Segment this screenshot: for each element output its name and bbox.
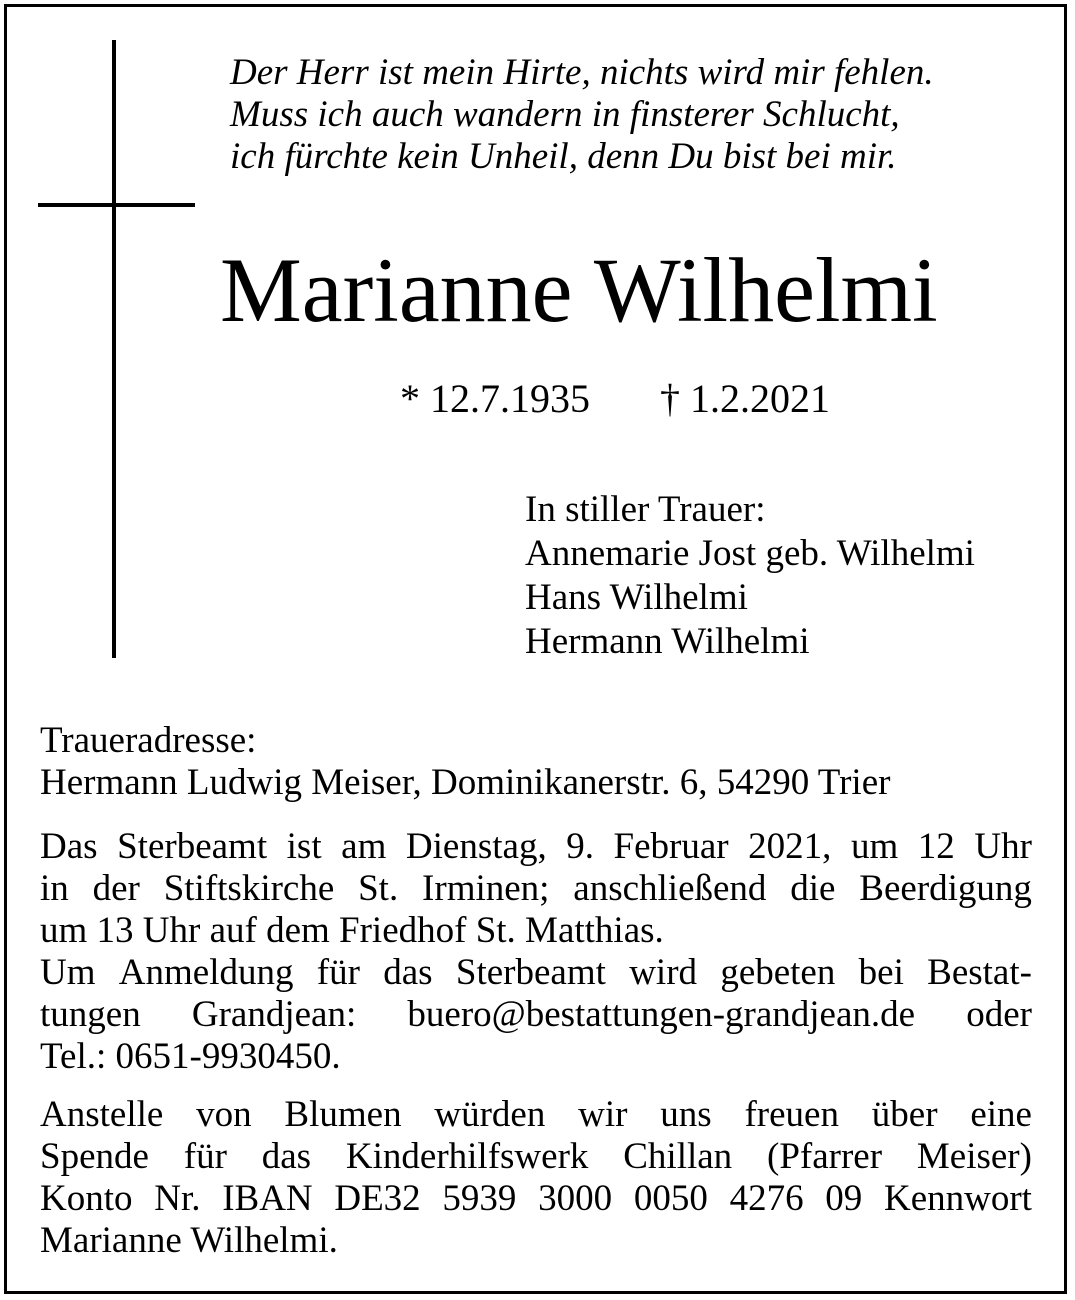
address-value: Hermann Ludwig Meiser, Dominikanerstr. 6, 54290 Trier (40, 762, 891, 803)
word: 09 (825, 1178, 863, 1219)
address-block (40, 720, 1032, 804)
service-line (40, 868, 1032, 910)
death-date: † 1.2.2021 (660, 376, 830, 421)
word: bei (858, 952, 904, 993)
mourner-name: Hermann Wilhelmi (525, 621, 810, 662)
word: Blumen (284, 1094, 402, 1135)
word: Nr. (154, 1178, 201, 1219)
word: Irminen; (422, 868, 550, 909)
service-line (40, 826, 1032, 868)
word: Chillan (623, 1136, 733, 1177)
word: buero@bestattungen-grandjean.de (407, 994, 916, 1035)
word: in (40, 868, 69, 909)
word: eine (970, 1094, 1032, 1135)
word: 5939 (442, 1178, 517, 1219)
word: 0050 (633, 1178, 708, 1219)
word: 9. (566, 826, 594, 867)
registration-line: Tel.: 0651-9930450. (40, 1036, 341, 1077)
cross-icon-bar (38, 203, 195, 207)
word: Bestat- (927, 952, 1032, 993)
psalm-quote (230, 52, 1050, 178)
word: für (316, 952, 360, 993)
word: für (183, 1136, 227, 1177)
word: Februar (613, 826, 729, 867)
service-info (40, 826, 1032, 952)
donation-line (40, 1136, 1032, 1178)
word: freuen (744, 1094, 839, 1135)
word: Sterbeamt (117, 826, 268, 867)
word: ist (286, 826, 322, 867)
life-dates (400, 376, 830, 422)
deceased-name: Marianne Wilhelmi (220, 239, 938, 341)
word: Grandjean: (191, 994, 357, 1035)
word: St. (358, 868, 399, 909)
donation-line (40, 1094, 1032, 1136)
word: uns (660, 1094, 712, 1135)
word: IBAN (222, 1178, 313, 1219)
word: von (196, 1094, 252, 1135)
word: Anstelle (40, 1094, 164, 1135)
word: oder (966, 994, 1032, 1035)
word: die (790, 868, 836, 909)
word: Konto (40, 1178, 133, 1219)
donation-line: Marianne Wilhelmi. (40, 1220, 338, 1261)
birth-date: * 12.7.1935 (400, 376, 590, 421)
word: um (850, 826, 899, 867)
word: Dienstag, (405, 826, 547, 867)
word: (Pfarrer (767, 1136, 883, 1177)
word: würden (434, 1094, 546, 1135)
word: das (383, 952, 433, 993)
word: Spende (40, 1136, 149, 1177)
word: wird (629, 952, 698, 993)
service-line: um 13 Uhr auf dem Friedhof St. Matthias. (40, 910, 664, 951)
word: DE32 (334, 1178, 421, 1219)
registration-line (40, 952, 1032, 994)
word: Meiser) (916, 1136, 1032, 1177)
word: das (261, 1136, 312, 1177)
word: Stiftskirche (163, 868, 335, 909)
word: Kennwort (884, 1178, 1032, 1219)
word: 2021, (748, 826, 832, 867)
word: 4276 (729, 1178, 804, 1219)
mourner-name: Hans Wilhelmi (525, 577, 748, 618)
word: tungen (40, 994, 141, 1035)
psalm-line: ich fürchte kein Unheil, denn Du bist bei mir. (230, 136, 897, 177)
mourners-heading: In stiller Trauer: (525, 489, 766, 530)
word: Das (40, 826, 98, 867)
word: Sterbeamt (455, 952, 606, 993)
word: Anmeldung (118, 952, 294, 993)
psalm-line: Der Herr ist mein Hirte, nichts wird mir fehlen. (230, 52, 934, 93)
donation-info (40, 1094, 1032, 1262)
word: Kinderhilfswerk (345, 1136, 589, 1177)
psalm-line: Muss ich auch wandern in finsterer Schlucht, (230, 94, 900, 135)
word: gebeten (720, 952, 836, 993)
word: Uhr (974, 826, 1032, 867)
word: über (871, 1094, 938, 1135)
word: 3000 (538, 1178, 613, 1219)
mourner-name: Annemarie Jost geb. Wilhelmi (525, 533, 975, 574)
address-label: Traueradresse: (40, 720, 257, 761)
donation-line (40, 1178, 1032, 1220)
word: Um (40, 952, 96, 993)
word: 12 (917, 826, 955, 867)
word: der (92, 868, 140, 909)
word: anschließend (573, 868, 767, 909)
registration-line (40, 994, 1032, 1036)
cross-icon (112, 40, 116, 658)
word: am (341, 826, 387, 867)
word: wir (578, 1094, 628, 1135)
mourners-block (525, 488, 975, 664)
word: Beerdigung (859, 868, 1032, 909)
registration-info (40, 952, 1032, 1078)
